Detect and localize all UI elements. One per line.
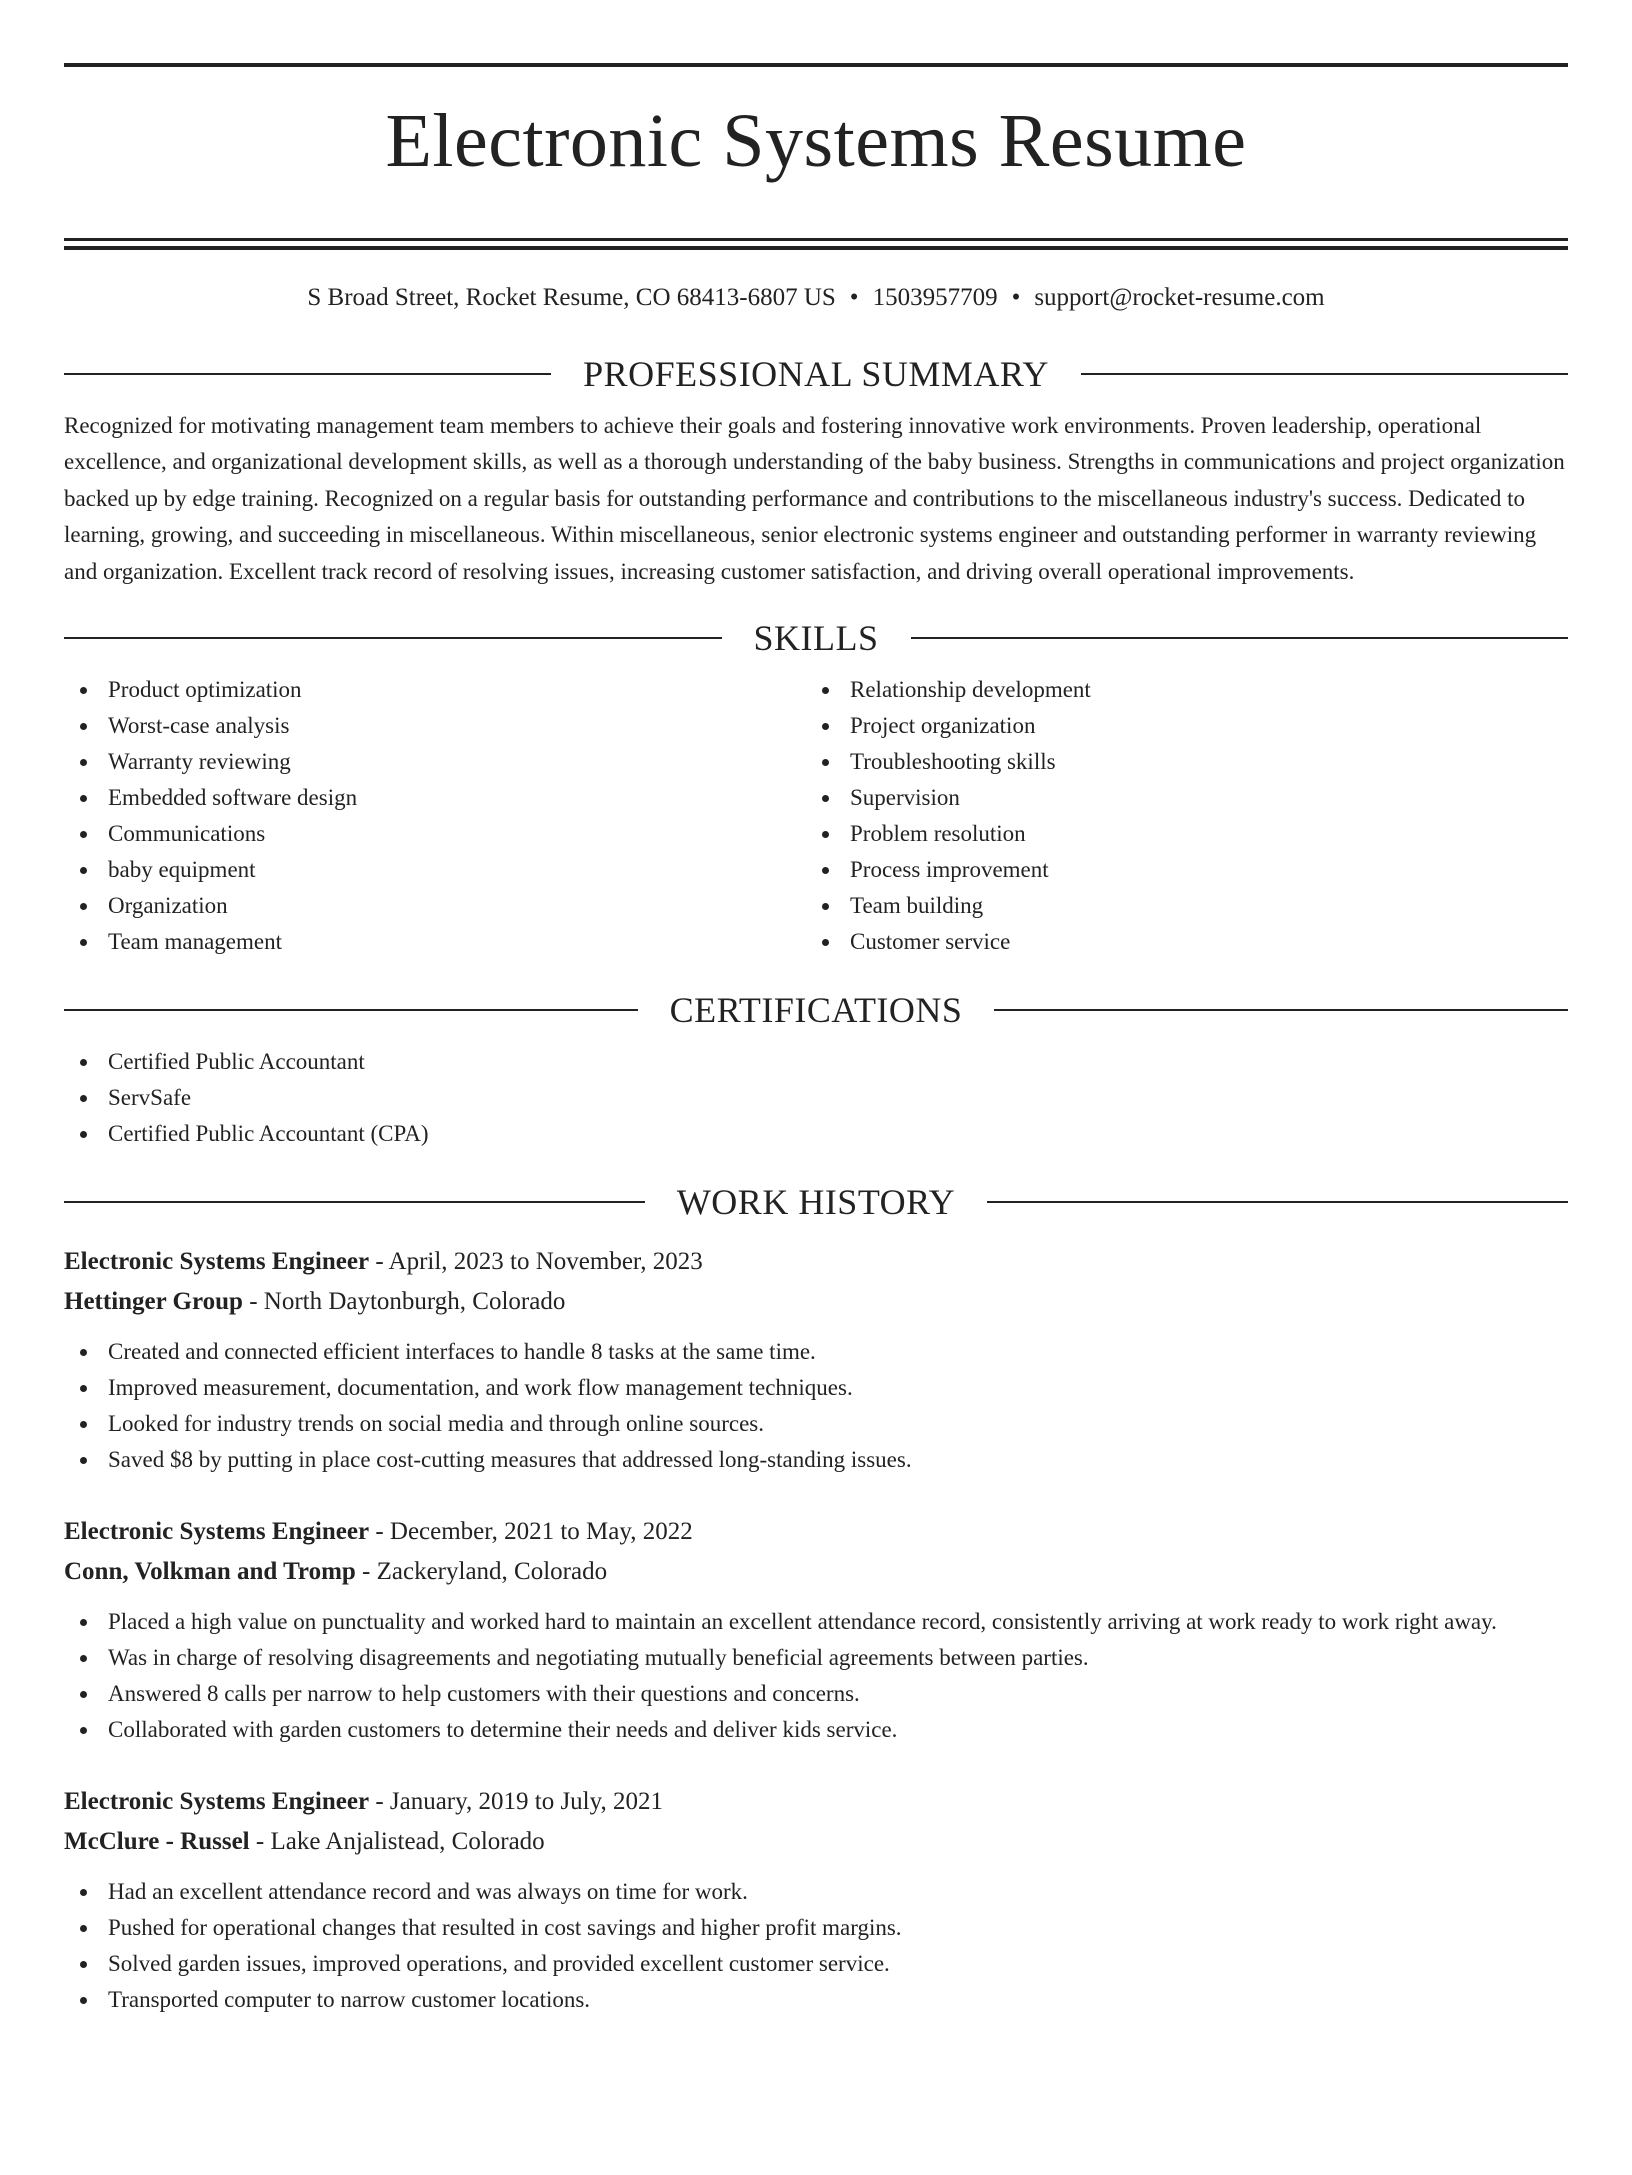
heading-rule: [1081, 373, 1568, 375]
skill-item: Product optimization: [64, 672, 806, 708]
heading-rule: [911, 637, 1569, 639]
job-bullet: Solved garden issues, improved operations, and provided excellent customer service.: [64, 1946, 1568, 1982]
job-company: McClure - Russel: [64, 1828, 250, 1856]
skill-item: baby equipment: [64, 852, 806, 888]
skill-item: Organization: [64, 888, 806, 924]
contact-separator: •: [1011, 283, 1021, 311]
contact-separator: •: [849, 283, 859, 311]
job-company-line: [64, 1552, 1568, 1592]
certifications-heading-label: CERTIFICATIONS: [669, 990, 963, 1031]
job-bullet: Transported computer to narrow customer locations.: [64, 1982, 1568, 2018]
skills-list-right: [806, 672, 1548, 960]
certification-item: ServSafe: [64, 1080, 1568, 1116]
skill-item: Team management: [64, 924, 806, 960]
job-bullets: [64, 1874, 1568, 2018]
skill-item: Troubleshooting skills: [806, 744, 1548, 780]
job-title: Electronic Systems Engineer: [64, 1248, 370, 1276]
job-entry: [64, 1512, 1568, 1748]
job-bullet: Looked for industry trends on social media and through online sources.: [64, 1406, 1568, 1442]
skill-item: Supervision: [806, 780, 1548, 816]
skill-item: Warranty reviewing: [64, 744, 806, 780]
job-title-line: [64, 1512, 1568, 1552]
skills-heading-label: SKILLS: [753, 618, 879, 659]
job-dates: - April, 2023 to November, 2023: [369, 1248, 703, 1276]
top-rule: [64, 63, 1568, 67]
heading-rule: [64, 373, 551, 375]
certifications-list: [64, 1044, 1568, 1152]
resume-page: [0, 63, 1632, 2175]
job-location: - Lake Anjalistead, Colorado: [249, 1828, 545, 1856]
summary-heading: [64, 352, 1568, 396]
skills-columns: [64, 672, 1568, 960]
job-entry: [64, 1782, 1568, 2018]
job-bullet: Placed a high value on punctuality and worked hard to maintain an excellent attendance record, consistently arriving at work ready to work right away.: [64, 1604, 1568, 1640]
job-title-line: [64, 1242, 1568, 1282]
contact-email: support@rocket-resume.com: [1034, 283, 1325, 311]
contact-line: [64, 282, 1568, 314]
skill-item: Worst-case analysis: [64, 708, 806, 744]
contact-address: S Broad Street, Rocket Resume, CO 68413-6807 US: [307, 283, 836, 311]
skill-item: Relationship development: [806, 672, 1548, 708]
resume-title: Electronic Systems Resume: [385, 99, 1247, 183]
job-bullet: Pushed for operational changes that resulted in cost savings and higher profit margins.: [64, 1910, 1568, 1946]
skill-item: Process improvement: [806, 852, 1548, 888]
job-dates: - December, 2021 to May, 2022: [369, 1518, 693, 1546]
job-company-line: [64, 1282, 1568, 1322]
job-bullet: Collaborated with garden customers to determine their needs and deliver kids service.: [64, 1712, 1568, 1748]
skill-item: Project organization: [806, 708, 1548, 744]
skill-item: Embedded software design: [64, 780, 806, 816]
heading-rule: [994, 1009, 1568, 1011]
job-entry: [64, 1242, 1568, 1478]
job-bullet: Created and connected efficient interfaces to handle 8 tasks at the same time.: [64, 1334, 1568, 1370]
skill-item: Team building: [806, 888, 1548, 924]
job-location: - Zackeryland, Colorado: [355, 1558, 608, 1586]
job-bullet: Was in charge of resolving disagreements and negotiating mutually beneficial agreements between parties.: [64, 1640, 1568, 1676]
heading-rule: [64, 637, 722, 639]
skill-item: Problem resolution: [806, 816, 1548, 852]
job-title: Electronic Systems Engineer: [64, 1788, 370, 1816]
skills-heading: [64, 616, 1568, 660]
work-history-heading-label: WORK HISTORY: [676, 1182, 956, 1223]
job-bullet: Improved measurement, documentation, and work flow management techniques.: [64, 1370, 1568, 1406]
skills-list-left: [64, 672, 806, 960]
job-company: Hettinger Group: [64, 1288, 243, 1316]
heading-rule: [64, 1009, 638, 1011]
summary-heading-label: PROFESSIONAL SUMMARY: [583, 353, 1049, 394]
title-double-rule: [64, 238, 1568, 250]
job-company-line: [64, 1822, 1568, 1862]
job-bullet: Had an excellent attendance record and was always on time for work.: [64, 1874, 1568, 1910]
job-company: Conn, Volkman and Tromp: [64, 1558, 356, 1586]
skill-item: Customer service: [806, 924, 1548, 960]
certification-item: Certified Public Accountant: [64, 1044, 1568, 1080]
job-bullets: [64, 1604, 1568, 1748]
skill-item: Communications: [64, 816, 806, 852]
job-title-line: [64, 1782, 1568, 1822]
job-title: Electronic Systems Engineer: [64, 1518, 370, 1546]
job-location: - North Daytonburgh, Colorado: [242, 1288, 566, 1316]
heading-rule: [64, 1201, 645, 1203]
job-bullet: Answered 8 calls per narrow to help customers with their questions and concerns.: [64, 1676, 1568, 1712]
heading-rule: [987, 1201, 1568, 1203]
certification-item: Certified Public Accountant (CPA): [64, 1116, 1568, 1152]
job-dates: - January, 2019 to July, 2021: [369, 1788, 664, 1816]
work-history-heading: [64, 1180, 1568, 1224]
summary-text: Recognized for motivating management team members to achieve their goals and fostering innovative work environments. Proven leadership, operational excellence, and organizational development skills, as well as a thorough understanding of the baby business. Strengths in communications and project organization backed up by edge training. Recognized on a regular basis for outstanding performance and contributions to the miscellaneous industry's success. Dedicated to learning, growing, and succeeding in miscellaneous. Within miscellaneous, senior electronic systems engineer and outstanding performer in warranty reviewing and organization. Excellent track record of resolving issues, increasing customer satisfaction, and driving overall operational improvements.: [64, 412, 1565, 584]
contact-phone: 1503957709: [872, 283, 998, 311]
job-bullets: [64, 1334, 1568, 1478]
certifications-heading: [64, 988, 1568, 1032]
job-bullet: Saved $8 by putting in place cost-cutting measures that addressed long-standing issues.: [64, 1442, 1568, 1478]
